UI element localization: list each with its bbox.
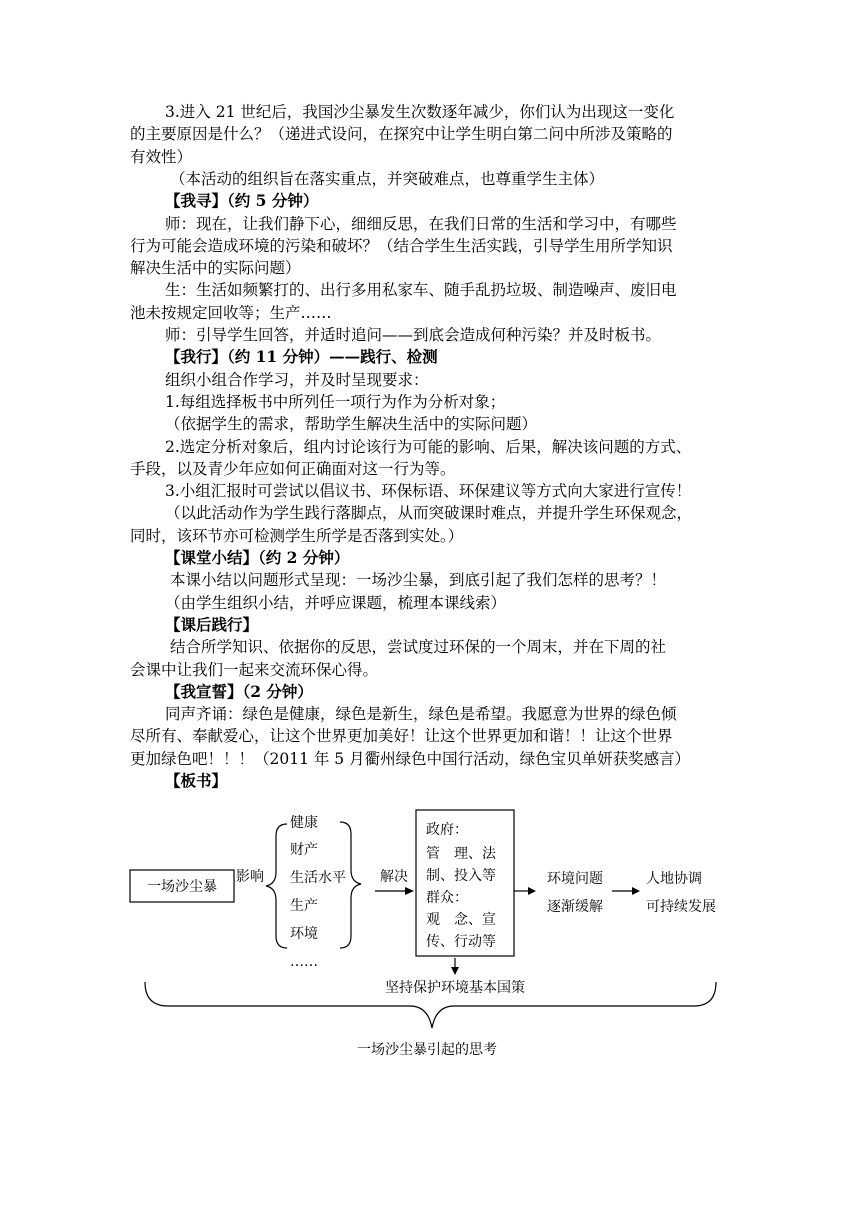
text-line: 同声齐诵：绿色是健康，绿色是新生，绿色是希望。我愿意为世界的绿色倾 xyxy=(165,705,677,724)
text-line: 会课中让我们一起来交流环保心得。 xyxy=(130,660,379,679)
solve-arrowhead xyxy=(405,887,414,895)
text-line: 1.每组选择板书中所列任一项行为作为分析对象； xyxy=(165,392,506,411)
text-line: 生：生活如频繁打的、出行多用私家车、随手乱扔垃圾、制造噪声、废旧电 xyxy=(165,281,677,300)
impact-item-environment: 环境 xyxy=(290,926,318,942)
solve-label: 解决 xyxy=(380,869,408,885)
text-line: 池未按规定回收等；生产…… xyxy=(130,303,332,322)
section-heading: 【我行】（约 11 分钟）——践行、检测 xyxy=(165,347,438,367)
board-writing-diagram xyxy=(0,800,860,1070)
text-line: 师：现在，让我们静下心，细细反思，在我们日常的生活和学习中，有哪些 xyxy=(165,214,677,233)
text-line: 3.小组汇报时可尝试以倡议书、环保标语、环保建议等方式向大家进行宣传！ xyxy=(165,482,692,501)
policy-text: 坚持保护环境基本国策 xyxy=(385,980,525,996)
section-heading: 【课堂小结】（约 2 分钟） xyxy=(165,548,350,567)
result-harmony: 人地协调 xyxy=(646,871,702,887)
impact-item-living: 生活水平 xyxy=(290,870,346,886)
left-brace xyxy=(266,824,287,948)
text-line: 更加绿色吧！！！（2011 年 5 月衢州绿色中国行活动，绿色宝贝单妍获奖感言） xyxy=(130,749,691,768)
text-line: 同时，该环节亦可检测学生所学是否落到实处。） xyxy=(130,526,464,545)
text-line: 本课小结以问题形式呈现：一场沙尘暴，到底引起了我们怎样的思考？！ xyxy=(170,571,667,590)
text-line: 的主要原因是什么？（递进式设问，在探究中让学生明白第二问中所涉及策略的 xyxy=(130,125,673,144)
text-line: 3.进入 21 世纪后，我国沙尘暴发生次数逐年减少，你们认为出现这一变化 xyxy=(165,103,675,121)
text-line: （本活动的组织旨在落实重点，并突破难点，也尊重学生主体） xyxy=(170,169,605,188)
solution-government-2: 制、投入等 xyxy=(426,868,496,884)
section-heading: 【我宣誓】（2 分钟） xyxy=(165,681,313,701)
text-line: （以此活动作为学生践行落脚点，从而突破课时难点，并提升学生环保观念， xyxy=(165,504,693,523)
text-line: 结合所学知识、依据你的反思，尝试度过环保的一个周末，并在下周的社 xyxy=(170,638,667,657)
solution-public-2: 传、行动等 xyxy=(426,934,496,950)
diagram-caption: 一场沙尘暴引起的思考 xyxy=(357,1042,497,1058)
section-heading: 【板书】 xyxy=(165,771,228,790)
result-env-problem: 环境问题 xyxy=(547,871,603,887)
text-line: 行为可能会造成环境的污染和破坏？（结合学生生活实践，引导学生用所学知识 xyxy=(130,236,673,255)
section-heading: 【我寻】（约 5 分钟） xyxy=(165,191,319,211)
solution-government-1: 管 理、法 xyxy=(426,846,496,862)
text-line: 组织小组合作学习，并及时呈现要求： xyxy=(165,370,429,389)
section-heading: 【课后践行】 xyxy=(165,614,259,634)
source-box-label: 一场沙尘暴 xyxy=(147,879,217,895)
result-arrowhead-1 xyxy=(528,887,536,895)
text-line: 尽所有、奉献爱心，让这个世界更加美好！让这个世界更加和谐！！让这个世界 xyxy=(130,727,673,746)
text-line: （依据学生的需求，帮助学生解决生活中的实际问题） xyxy=(165,415,538,434)
influence-label: 影响 xyxy=(236,869,264,885)
text-line: 师：引导学生回答，并适时追问——到底会造成何种污染？并及时板书。 xyxy=(165,326,662,344)
solution-government: 政府： xyxy=(426,822,468,838)
text-line: 手段，以及青少年应如何正确面对这一行为等。 xyxy=(130,459,456,478)
solution-public-1: 观 念、宣 xyxy=(426,912,496,928)
text-line: 解决生活中的实际问题） xyxy=(130,259,301,278)
result-sustainable: 可持续发展 xyxy=(646,899,716,915)
text-line: （由学生组织小结，并呼应课题，梳理本课线索） xyxy=(165,593,507,612)
policy-arrowhead xyxy=(451,967,459,975)
text-line: 有效性） xyxy=(130,147,193,166)
result-easing: 逐渐缓解 xyxy=(547,899,603,915)
text-line: 2.选定分析对象后，组内讨论该行为可能的影响、后果，解决该问题的方式、 xyxy=(165,437,692,456)
solution-public: 群众： xyxy=(426,890,468,906)
result-arrowhead-2 xyxy=(632,887,640,895)
impact-item-health: 健康 xyxy=(290,815,318,831)
impact-item-property: 财产 xyxy=(290,842,318,858)
impact-item-production: 生产 xyxy=(290,898,318,914)
impact-item-etc: …… xyxy=(290,954,318,970)
